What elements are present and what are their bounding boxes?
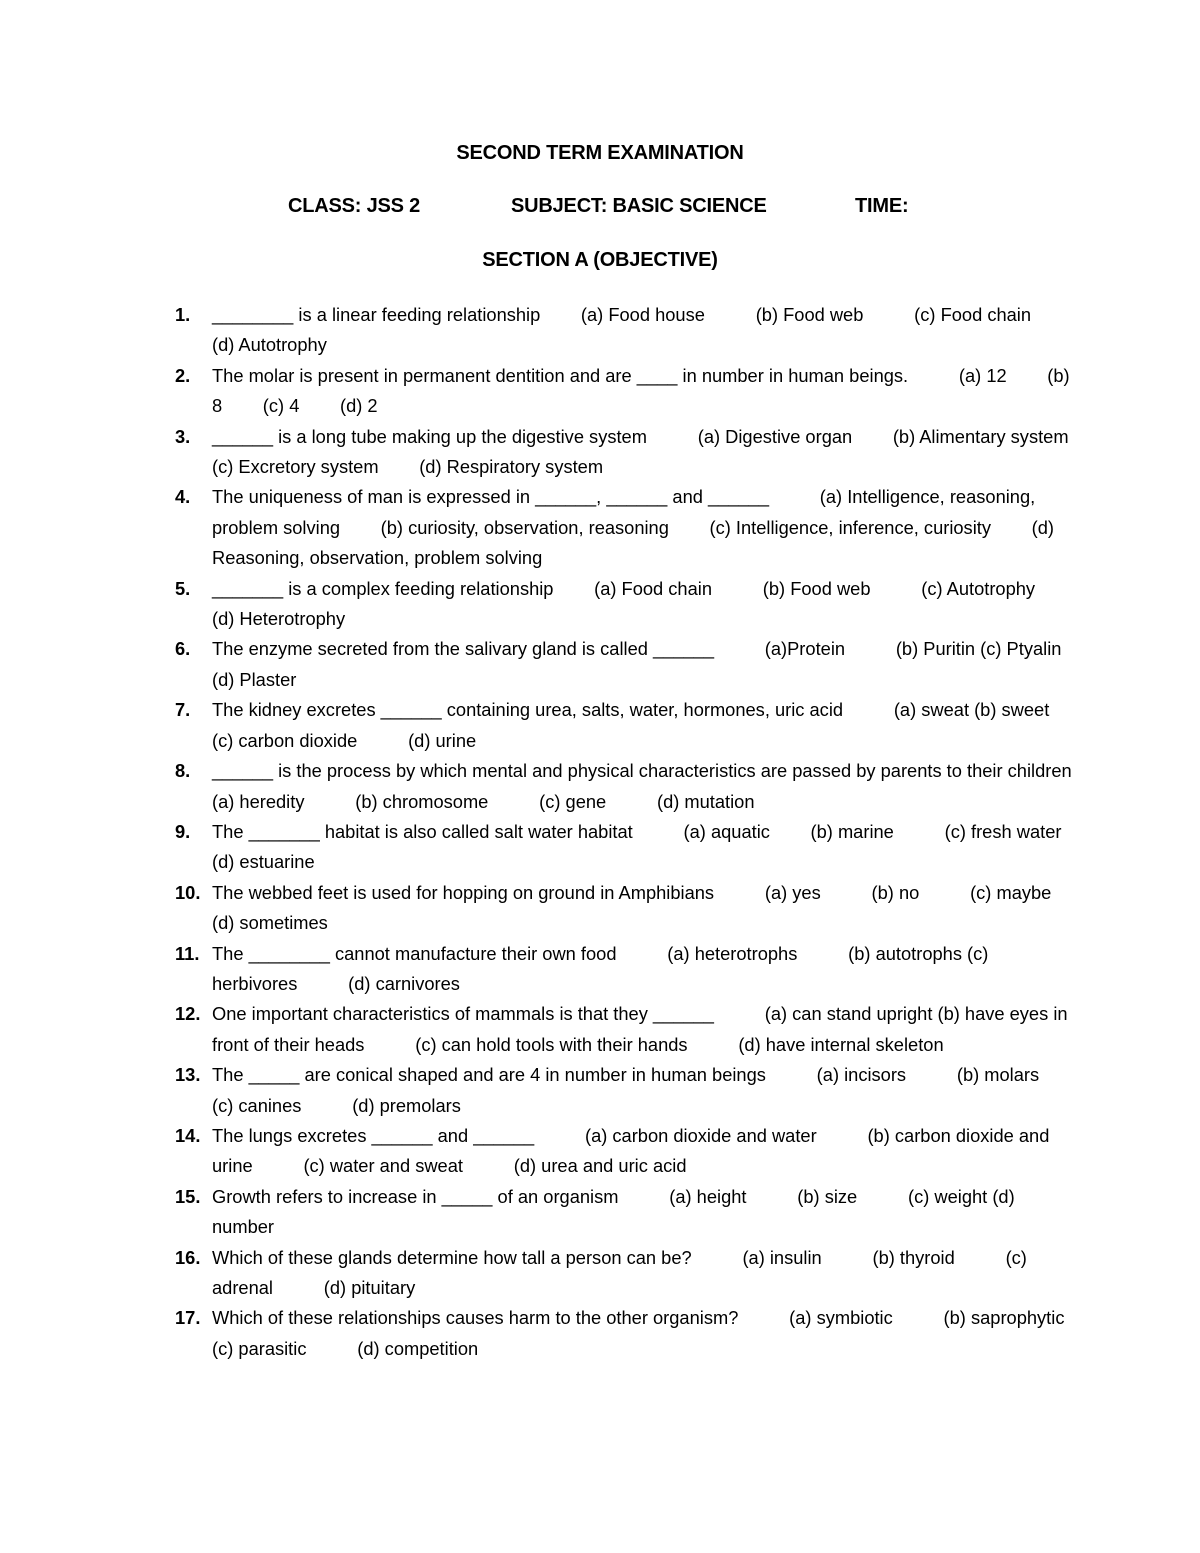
question-item [175,1060,1090,1121]
question-text: The lungs excretes ______ and ______ (a) carbon dioxide and water (b) carbon dioxide and urine (c) water and sweat (d) urea and uric acid [212,1124,1055,1177]
question-list [175,300,1116,1364]
class-label: CLASS: JSS 2 [288,195,421,217]
question-text: The kidney excretes ______ containing urea, salts, water, hormones, uric acid (a) sweat (b) sweet (c) carbon dioxide (d) urine [212,699,1101,751]
question-number: 6. [175,638,191,660]
question-text: ________ is a linear feeding relationship (a) Food house (b) Food web (c) Food chain (d) Autotrophy [212,304,1082,356]
question-item [175,1303,1116,1364]
question-text: The ________ cannot manufacture their own food (a) heterotrophs (b) autotrophs (c) herbivores (d) carnivores [212,942,994,994]
question-text: The enzyme secreted from the salivary gland is called ______ (a)Protein (b) Puritin (c) Ptyalin (d) Plaster [212,638,1113,690]
question-number: 1. [175,304,191,325]
question-text: ______ is the process by which mental and physical characteristics are passed by parents to their children (a) heredity (b) chromosome (c) gene (d) mutation [212,760,1113,812]
question-number: 4. [175,486,191,508]
question-number: 3. [175,425,191,447]
question-text: Which of these glands determine how tall a person can be? (a) insulin (b) thyroid (c) adrenal (d) pituitary [212,1246,1032,1298]
question-number: 10. [175,881,201,903]
question-number: 7. [175,699,191,721]
question-item [175,422,1110,483]
question-item [175,817,1113,878]
question-text: _______ is a complex feeding relationship (a) Food chain (b) Food web (c) Autotrophy (d) Heterotrophy [212,577,1086,630]
question-item [175,1243,1075,1304]
question-item [175,695,1101,756]
question-item [175,574,1086,635]
question-number: 5. [175,577,191,599]
question-number: 12. [175,1003,201,1025]
question-item [175,634,1113,695]
question-item [175,878,1103,939]
question-item [175,1182,1075,1243]
question-item [175,1121,1075,1182]
question-text: The _____ are conical shaped and are 4 in number in human beings (a) incisors (b) molars (c) canines (d) premolars [212,1064,1090,1116]
question-text: The webbed feet is used for hopping on ground in Amphibians (a) yes (b) no (c) maybe (d) sometimes [212,881,1103,934]
question-item [175,939,1075,1000]
question-item [175,300,1082,361]
question-text: One important characteristics of mammals is that they ______ (a) can stand upright (b) have eyes in front of their heads (c) can hold tools with their hands (d) have internal skeleton [212,1003,1073,1055]
question-text: ______ is a long tube making up the digestive system (a) Digestive organ (b) Alimentary system (c) Excretory system (d) Respiratory system [212,425,1110,478]
question-text: Growth refers to increase in _____ of an organism (a) height (b) size (c) weight (d) number [212,1185,1020,1238]
question-item [175,482,1075,573]
question-number: 2. [175,364,191,386]
question-item [175,361,1075,422]
question-number: 16. [175,1246,201,1268]
question-text: The molar is present in permanent dentition and are ____ in number in human beings. (a) 12 (b) 8 (c) 4 (d) 2 [212,364,1075,417]
question-number: 13. [175,1064,201,1086]
question-number: 15. [175,1185,201,1207]
question-number: 11. [175,942,200,964]
question-number: 9. [175,820,191,842]
question-text: The uniqueness of man is expressed in ______, ______ and ______ (a) Intelligence, reasoning, problem solving (b) curiosity, observation, reasoning (c) Intelligence, inference, curiosity (d) Reasoning, observation, problem solving [212,486,1060,569]
question-text: Which of these relationships causes harm to the other organism? (a) symbiotic (b) saprophytic (c) parasitic (d) competition [212,1307,1116,1359]
exam-title: SECOND TERM EXAMINATION [456,142,744,164]
time-label: TIME: [855,195,909,217]
question-number: 17. [175,1307,201,1329]
question-number: 8. [175,760,191,782]
question-item [175,999,1075,1060]
question-item [175,756,1113,817]
question-text: The _______ habitat is also called salt water habitat (a) aquatic (b) marine (c) fresh water (d) estuarine [212,820,1113,873]
question-number: 14. [175,1124,201,1146]
section-title: SECTION A (OBJECTIVE) [482,249,718,271]
subject-label: SUBJECT: BASIC SCIENCE [511,195,767,217]
